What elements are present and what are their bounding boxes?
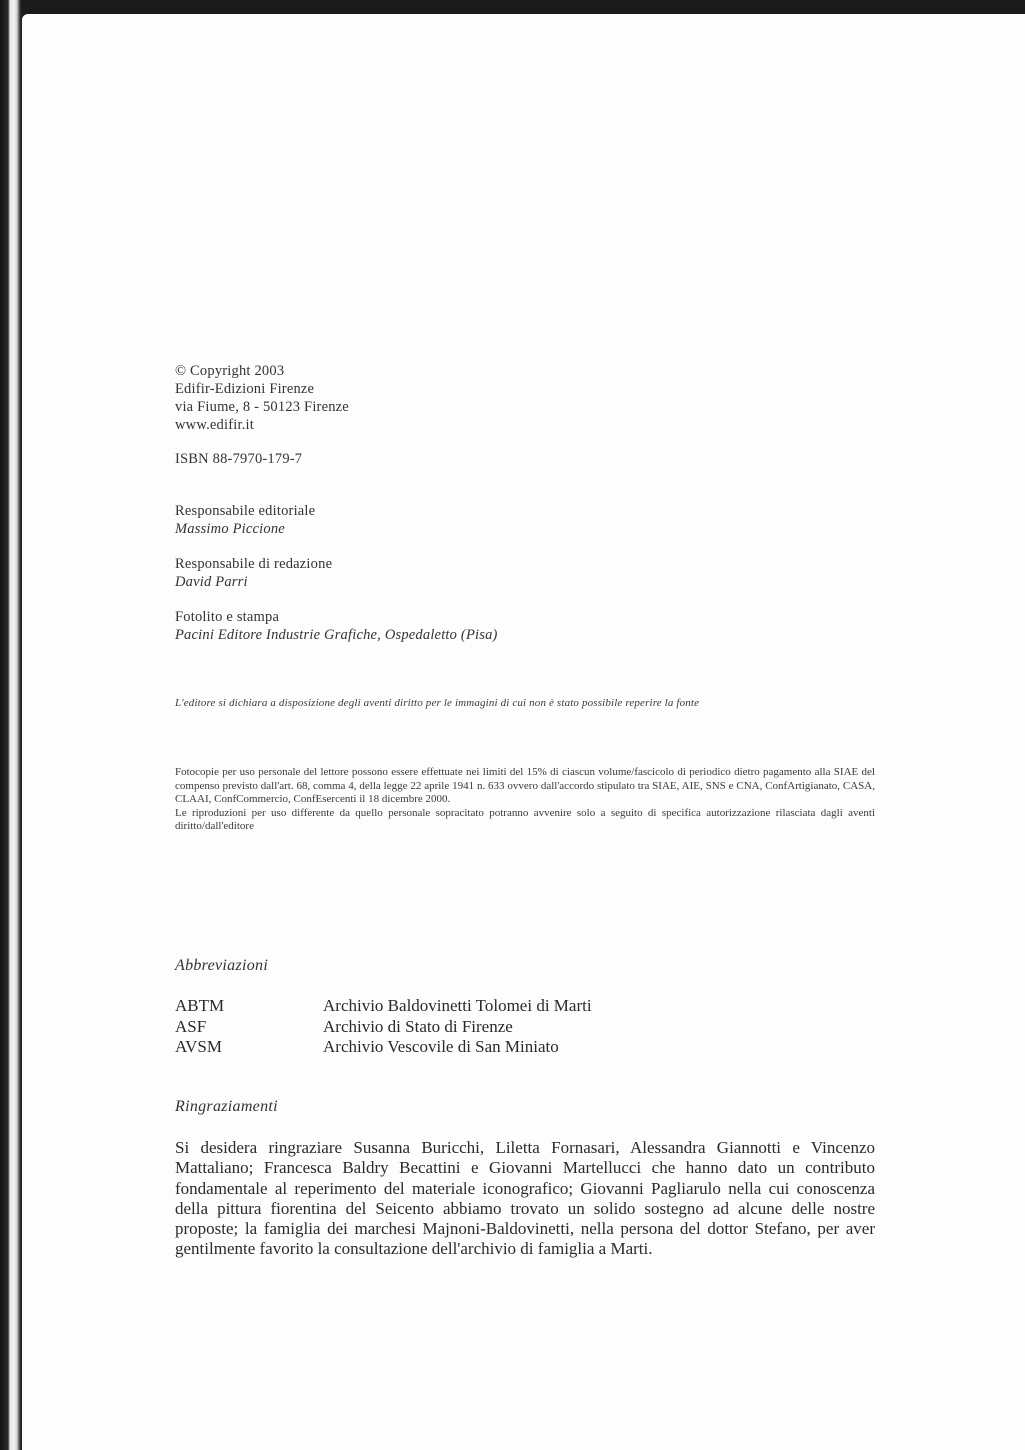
image-rights-notice: L'editore si dichiara a disposizione degli aventi diritto per le immagini di cui non è stato possibile reperire la fonte [175, 697, 700, 709]
abbreviation-code: AVSM [175, 1037, 222, 1056]
abbreviation-meaning: Archivio di Stato di Firenze [323, 1016, 513, 1036]
abbreviation-row [175, 1037, 592, 1058]
copyright-line: © Copyright 2003 [175, 363, 285, 379]
publisher-address: via Fiume, 8 - 50123 Firenze [175, 399, 349, 415]
credit-printing [175, 608, 498, 644]
abbreviation-code: ABTM [175, 996, 225, 1015]
isbn: ISBN 88-7970-179-7 [175, 451, 303, 467]
credit-redaction [175, 555, 332, 591]
photocopy-paragraph-2: Le riproduzioni per uso differente da quello personale sopracitato potranno avvenire solo a seguito di specifica autorizzazione rilasciata dagli aventi diritto/dall'editore [175, 806, 875, 833]
credit-editorial [175, 502, 315, 538]
credit-person: David Parri [175, 574, 248, 590]
acknowledgements-text: Si desidera ringraziare Susanna Buricchi, Liletta Fornasari, Alessandra Giannotti e Vincenzo Mattaliano; Francesca Baldry Becattini e Giovanni Martellucci che hanno dato un contributo fondamentale al reperimento del materiale iconografico; Giovanni Pagliarulo nella cui conoscenza della pittura fiorentina del Seicento abbiamo trovato un solido sostegno ad alcune delle nostre proposte; la famiglia dei marchesi Majnoni-Baldovinetti, nella persona del dottor Stefano, per aver gentilmente favorito la consultazione dell'archivio di famiglia a Marti. [175, 1138, 875, 1259]
abbreviation-row [175, 1017, 592, 1038]
publisher-name: Edifir-Edizioni Firenze [175, 381, 315, 397]
acknowledgements-heading: Ringraziamenti [175, 1098, 278, 1115]
scan-edge [0, 0, 22, 1450]
abbreviation-meaning: Archivio Vescovile di San Miniato [323, 1037, 559, 1056]
publisher-website: www.edifir.it [175, 417, 254, 433]
photocopy-notice [175, 766, 875, 834]
abbreviation-code: ASF [175, 1016, 207, 1036]
abbreviations-heading: Abbreviazioni [175, 957, 269, 974]
credit-role: Responsabile di redazione [175, 556, 333, 572]
abbreviations-table [175, 996, 592, 1058]
credit-role: Fotolito e stampa [175, 609, 280, 625]
abbreviation-row [175, 996, 592, 1017]
photocopy-paragraph-1: Fotocopie per uso personale del lettore possono essere effettuate nei limiti del 15% di ciascun volume/fascicolo di periodico dietro pagamento alla SIAE del compenso previsto dall'art. 68, comma 4, della legge 22 aprile 1941 n. 633 ovvero dall'accordo stipulato tra SIAE, AIE, SNS e CNA, ConfArtigianato, CASA, CLAAI, ConfCommercio, ConfEsercenti il 18 dicembre 2000. [175, 766, 875, 806]
credit-person: Pacini Editore Industrie Grafiche, Ospedaletto (Pisa) [175, 627, 498, 643]
publisher-block [175, 362, 349, 434]
credit-role: Responsabile editoriale [175, 503, 316, 519]
abbreviation-meaning: Archivio Baldovinetti Tolomei di Marti [323, 996, 592, 1015]
credit-person: Massimo Piccione [175, 521, 285, 537]
